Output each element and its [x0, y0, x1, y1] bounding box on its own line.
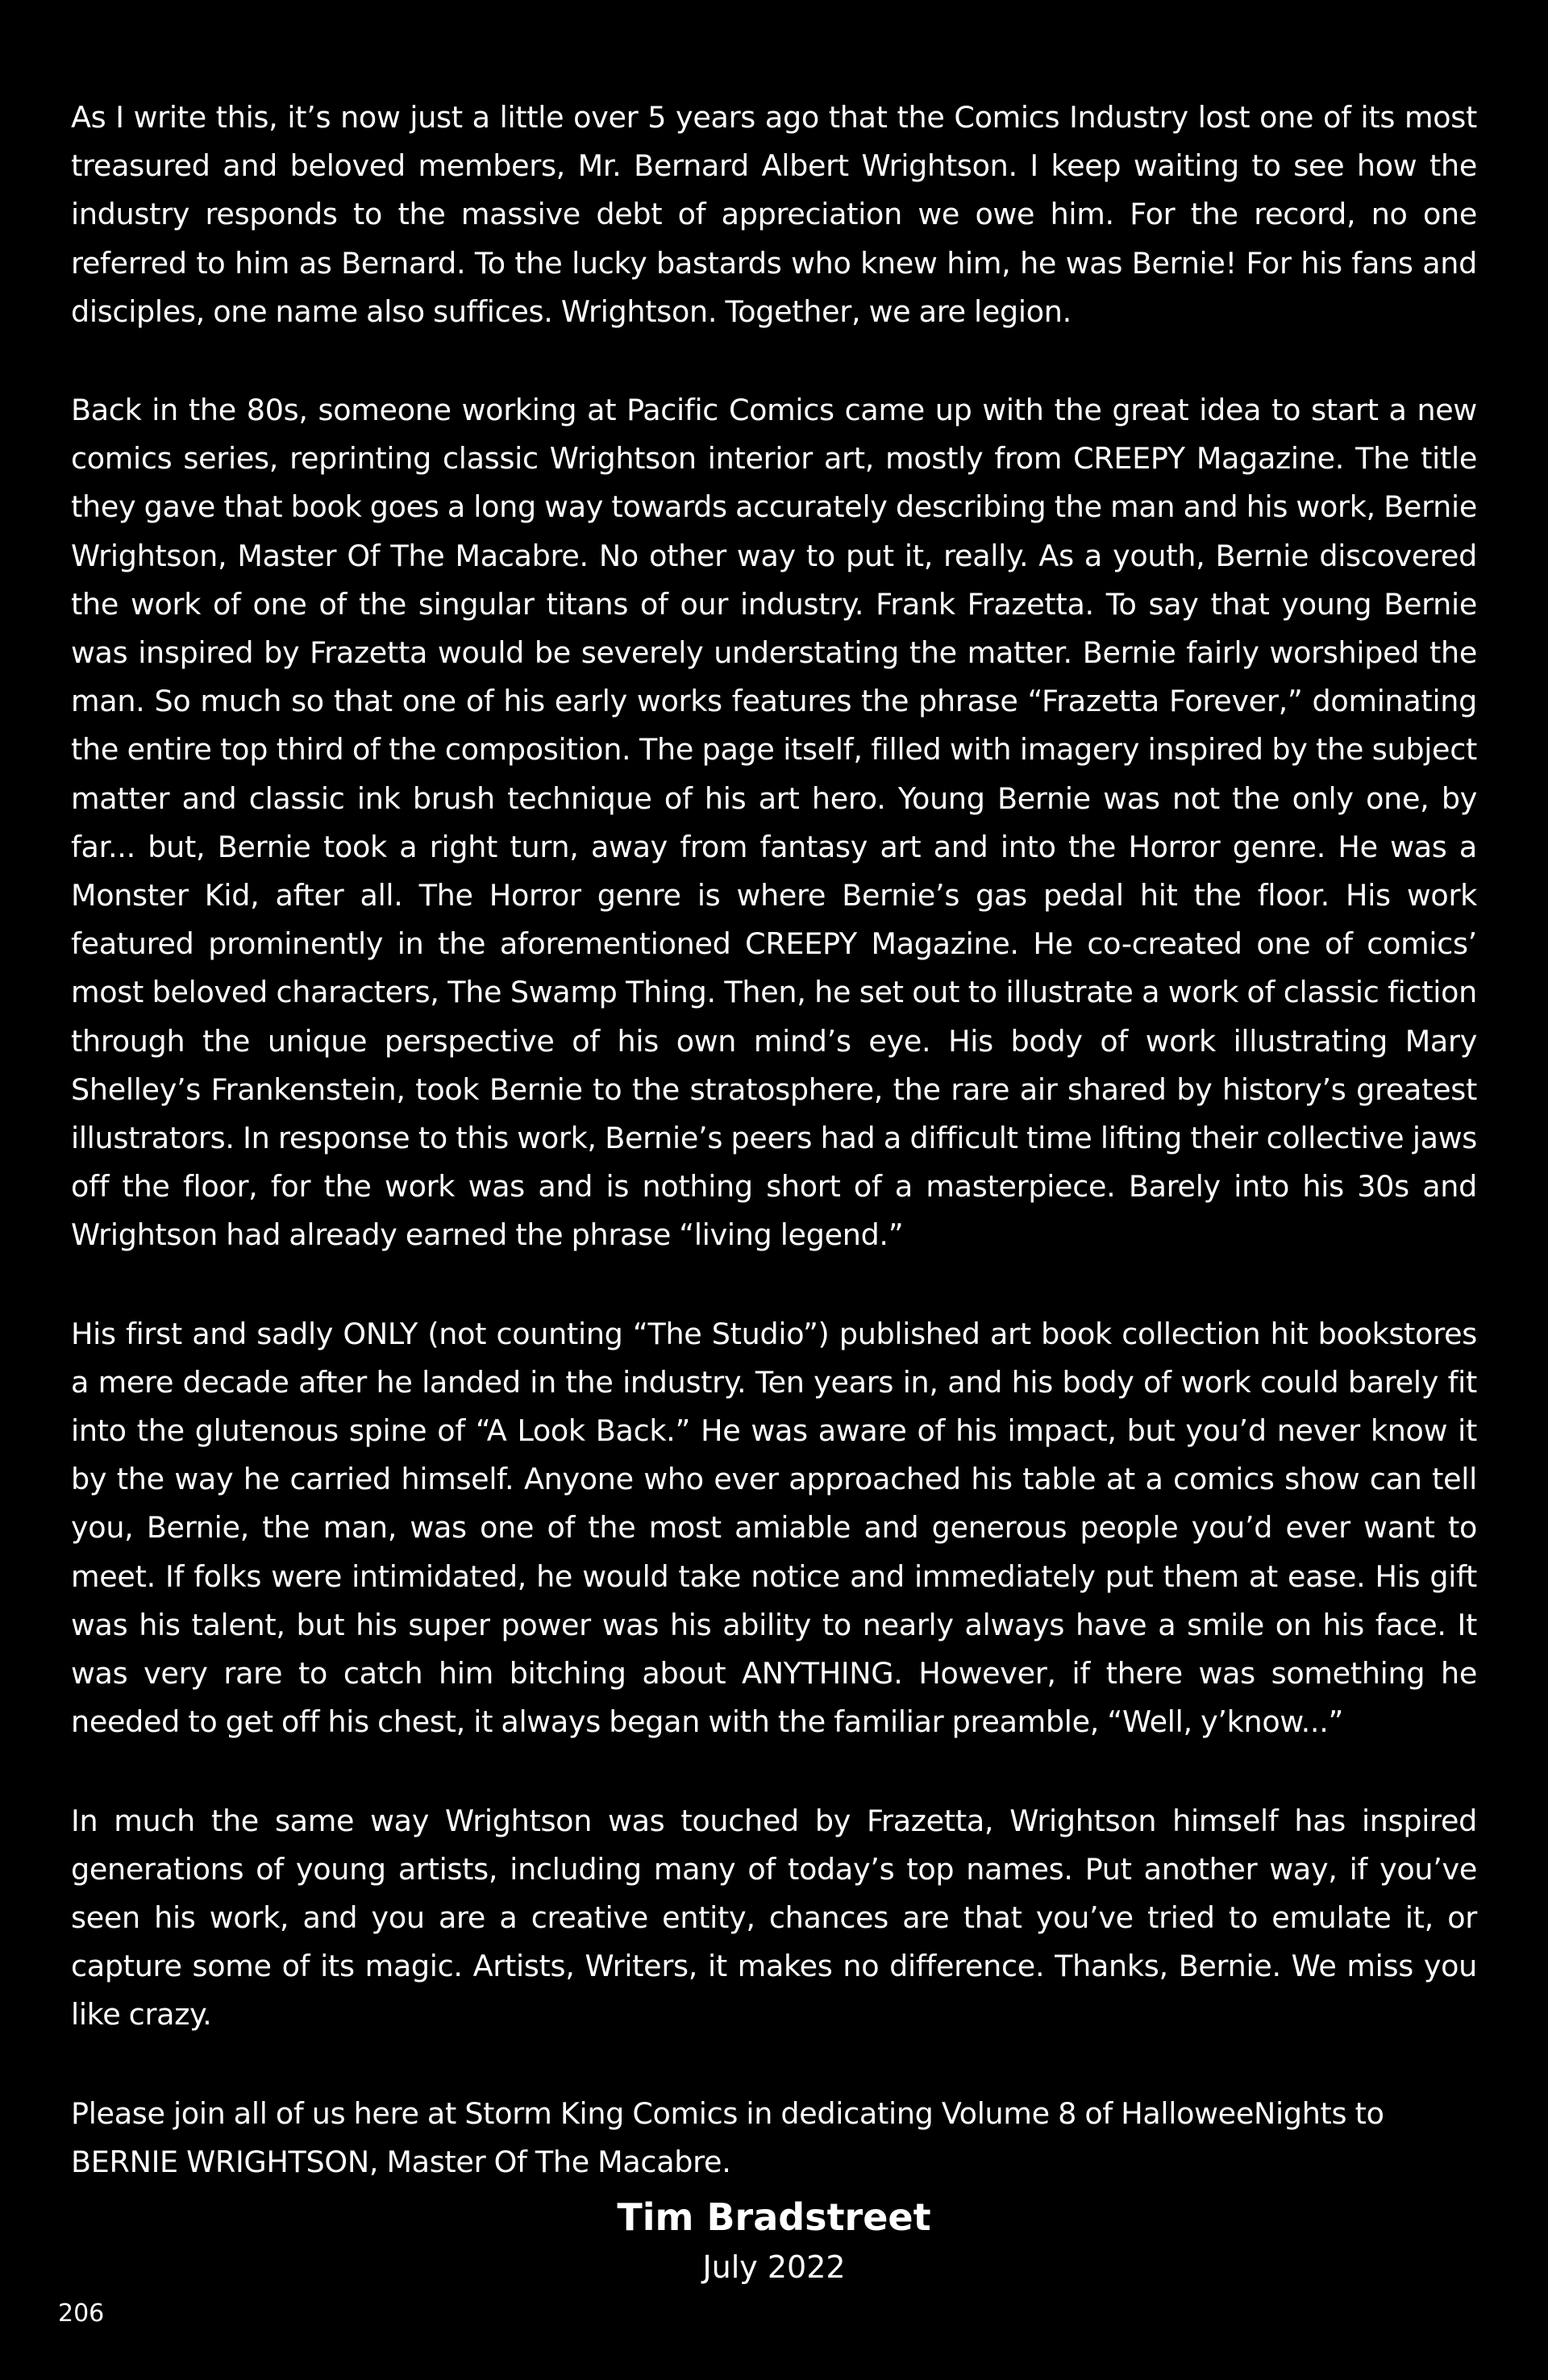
- paragraph-5: Please join all of us here at Storm King Comics in dedicating Volume 8 of HalloweeNights to BERNIE WRIGHTSON, Master Of The Macabre.: [71, 2095, 1384, 2179]
- signature-date: July 2022: [702, 2249, 846, 2285]
- article-body: [71, 94, 1477, 2236]
- page-number: 206: [58, 2299, 105, 2328]
- paragraph-2: Back in the 80s, someone working at Pacific Comics came up with the great idea to start a new comics series, reprinting classic Wrightson interior art, mostly from CREEPY Magazine. The title they gave that book goes a long way towards accurately describing the man and his work, Bernie Wrightson, Master Of The Macabre. No other way to put it, really. As a youth, Bernie discovered the work of one of the singular titans of our industry. Frank Frazetta. To say that young Bernie was inspired by Frazetta would be severely understating the matter. Bernie fairly worshiped the man. So much so that one of his early works features the phrase “Frazetta Forever,” dominating the entire top third of the composition. The page itself, filled with imagery inspired by the subject matter and classic ink brush technique of his art hero. Young Bernie was not the only one, by far... but, Bernie took a right turn, away from fantasy art and into the Horror genre. He was a Monster Kid, after all. The Horror genre is where Bernie’s gas pedal hit the floor. His work featured prominently in the aforementioned CREEPY Magazine. He co-created one of comics’ most beloved characters, The Swamp Thing. Then, he set out to illustrate a work of classic fiction through the unique perspective of his own mind’s eye. His body of work illustrating Mary Shelley’s Frankenstein, took Bernie to the stratosphere, the rare air shared by history’s greatest illustrators. In response to this work, Bernie’s peers had a difficult time lifting their collective jaws off the floor, for the work was and is nothing short of a masterpiece. Barely into his 30s and Wrightson had already earned the phrase “living legend.”: [71, 393, 1477, 1253]
- author-name: Tim Bradstreet: [617, 2195, 931, 2239]
- paragraph-4: In much the same way Wrightson was touched by Frazetta, Wrightson himself has inspired generations of young artists, including many of today’s top names. Put another way, if you’ve seen his work, and you are a creative entity, chances are that you’ve tried to emulate it, or capture some of its magic. Artists, Writers, it makes no difference. Thanks, Bernie. We miss you like crazy.: [71, 1803, 1477, 2033]
- paragraph-3: His first and sadly ONLY (not counting “The Studio”) published art book collection hit bookstores a mere decade after he landed in the industry. Ten years in, and his body of work could barely fit into the glutenous spine of “A Look Back.” He was aware of his impact, but you’d never know it by the way he carried himself. Anyone who ever approached his table at a comics show can tell you, Bernie, the man, was one of the most amiable and generous people you’d ever want to meet. If folks were intimidated, he would take notice and immediately put them at ease. His gift was his talent, but his super power was his ability to nearly always have a smile on his face. It was very rare to catch him bitching about ANYTHING. However, if there was something he needed to get off his chest, it always began with the familiar preamble, “Well, y’know...”: [71, 1316, 1477, 1740]
- paragraph-1: As I write this, it’s now just a little over 5 years ago that the Comics Industry lost one of its most treasured and beloved members, Mr. Bernard Albert Wrightson. I keep waiting to see how the industry responds to the massive debt of appreciation we owe him. For the record, no one referred to him as Bernard. To the lucky bastards who knew him, he was Bernie! For his fans and disciples, one name also suffices. Wrightson. Together, we are legion.: [71, 100, 1477, 329]
